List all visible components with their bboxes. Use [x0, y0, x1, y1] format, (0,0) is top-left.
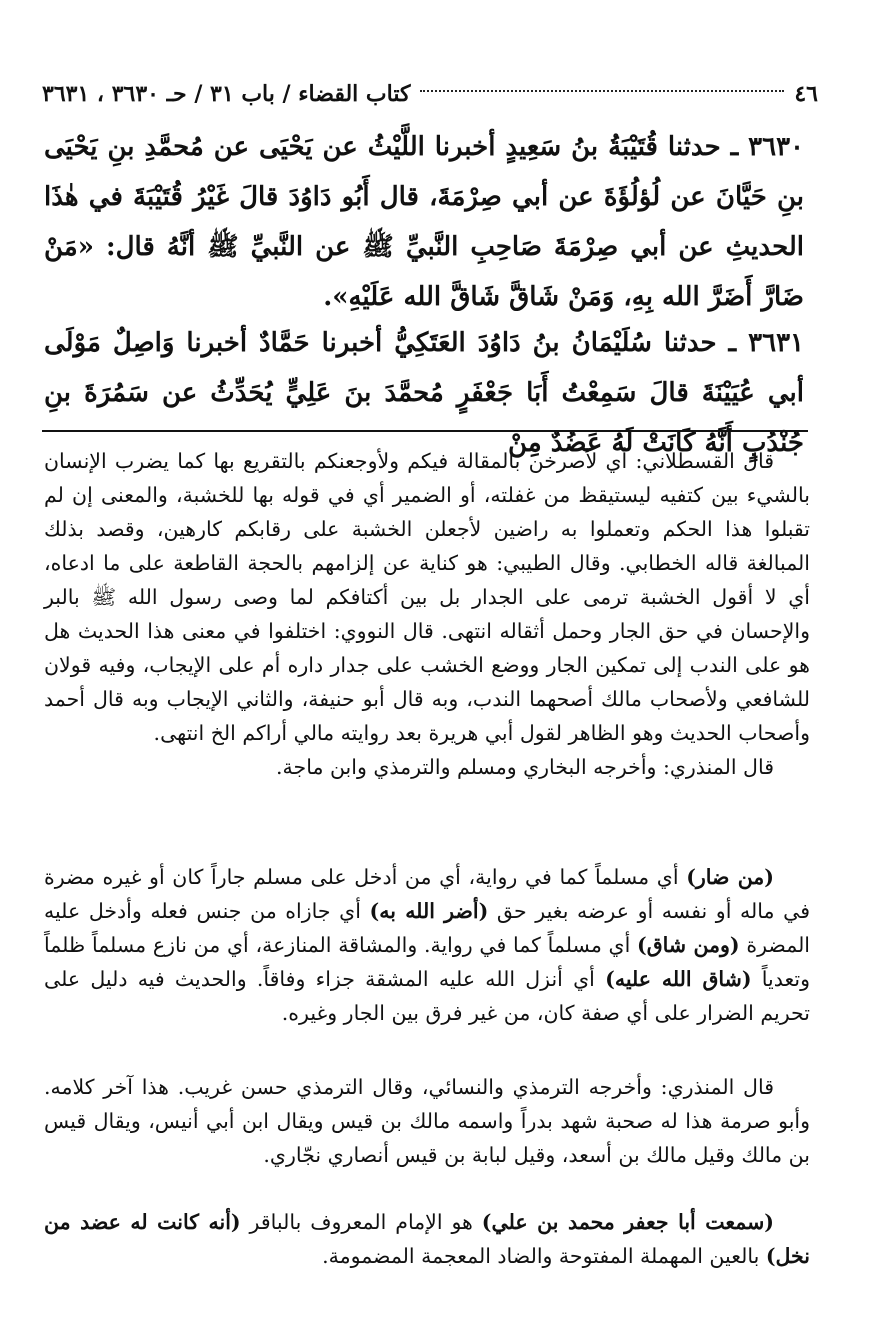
commentary-text: هو الإمام المعروف بالباقر — [240, 1210, 482, 1234]
header-title: كتاب القضاء / باب ٣١ / حـ ٣٦٣٠ ، ٣٦٣١ — [42, 81, 411, 107]
header-dot-leader — [420, 90, 784, 92]
hadith-3631: ٣٦٣١ ـ حدثنا سُلَيْمَانُ بنُ دَاوُدَ العَتَكِيُّ أخبرنا حَمَّادٌ أخبرنا وَاصِلٌ مَوْلَى أبي عُيَيْنَةَ قالَ سَمِعْتُ أَبَا جَعْفَرٍ مُحمَّدَ بنَ عَلِيٍّ يُحَدِّثُ عن سَمُرَةَ بنِ جُنْدُبٍ أَنَّهُ كَانَتْ لَهُ عَضُدٌ مِنْ — [44, 328, 804, 458]
footnote-separator — [42, 430, 808, 432]
commentary-text: أي جازاه من جنس فعله وأدخل عليه المضرة — [44, 899, 811, 957]
term-adarra-allah: (أضر الله به) — [369, 899, 489, 923]
commentary-text: أي أنزل الله عليه المشقة جزاء وفاقاً. والحديث فيه دليل على تحريم الضرار على أي صفة كان، من غير فرق بين الجار وغيره. — [44, 967, 810, 1025]
page-number: ٤٦ — [794, 81, 818, 107]
term-shaqqa-allah: (شاق الله عليه) — [605, 967, 752, 991]
term-adud-min-nakhl: (أنه كانت له عضد من نخل) — [44, 1210, 810, 1268]
running-header — [42, 76, 818, 112]
term-man-darra: (من ضار) — [686, 865, 774, 889]
commentary-explanation — [44, 860, 810, 1030]
commentary-text: أي مسلماً كما في رواية. والمشاقة المنازعة، أي من نازع مسلماً ظلماً وتعدياً — [44, 933, 810, 991]
commentary-abu-jafar — [44, 1205, 810, 1273]
term-man-shaqqa: (ومن شاق) — [637, 933, 740, 957]
commentary-text: بالعين المهملة المفتوحة والضاد المعجمة المضمومة. — [322, 1244, 766, 1268]
hadith-3630: ٣٦٣٠ ـ حدثنا قُتَيْبَةُ بنُ سَعِيدٍ أخبرنا اللَّيْثُ عن يَحْيَى عن مُحمَّدِ بنِ يَحْيَى بنِ حَيَّانَ عن لُؤلُؤَةَ عن أبي صِرْمَةَ، قال أَبُو دَاوُدَ قالَ غَيْرُ قُتَيْبَةَ في هٰذَا الحديثِ عن أبي صِرْمَةَ صَاحِبِ النَّبيِّ ﷺ عن النَّبيِّ ﷺ أنَّهُ قال: «مَنْ ضَارَّ أَضَرَّ الله بِهِ، وَمَنْ شَاقَّ شَاقَّ الله عَلَيْهِ». — [44, 132, 804, 312]
term-abu-jafar: (سمعت أبا جعفر محمد بن علي) — [481, 1210, 774, 1234]
commentary-mundhiri-1: قال المنذري: وأخرجه البخاري ومسلم والترمذي وابن ماجة. — [276, 755, 774, 779]
commentary-qastallani — [44, 444, 810, 784]
commentary-paragraph: قال القسطلاني: أي لأصرخن بالمقالة فيكم ولأوجعنكم بالتقريع بها كما يضرب الإنسان بالشيء بين كتفيه ليستيقظ من غفلته، أو الضمير أي في قوله بها للخشبة، والمعنى إن لم تقبلوا هذا الحكم وتعملوا به راضين لأجعلن الخشبة على رقابكم كارهين، وقصد بذلك المبالغة قاله الخطابي. وقال الطيبي: هو كناية عن إلزامهم بالحجة القاطعة على ما ادعاه، أي لا أقول الخشبة ترمى على الجدار بل بين أكتافكم لما وصى رسول الله ﷺ بالبر والإحسان في حق الجار وحمل أثقاله انتهى. قال النووي: اختلفوا في معنى هذا الحديث هل هو على الندب إلى تمكين الجار ووضع الخشب على جدار داره أم على الإيجاب، وفيه قولان للشافعي ولأصحاب مالك أصحهما الندب، وبه قال أبو حنيفة، والثاني الإيجاب وبه قال أحمد وأصحاب الحديث وهو الظاهر لقول أبي هريرة بعد روايته مالي أراكم الخ انتهى. — [44, 449, 810, 745]
commentary-mundhiri-2: قال المنذري: وأخرجه الترمذي والنسائي، وقال الترمذي حسن غريب. هذا آخر كلامه. وأبو صرمة هذا له صحبة شهد بدراً واسمه مالك بن قيس ويقال ابن أبي أنيس، ويقال قيس بن مالك وقيل مالك بن أسعد، وقيل لبابة بن قيس أنصاري نجّاري. — [44, 1075, 810, 1167]
commentary-text: أي مسلماً كما في رواية، أي من أدخل على مسلم جاراً كان أو غيره مضرة في ماله أو نفسه أو عرضه بغير حق — [44, 865, 810, 923]
